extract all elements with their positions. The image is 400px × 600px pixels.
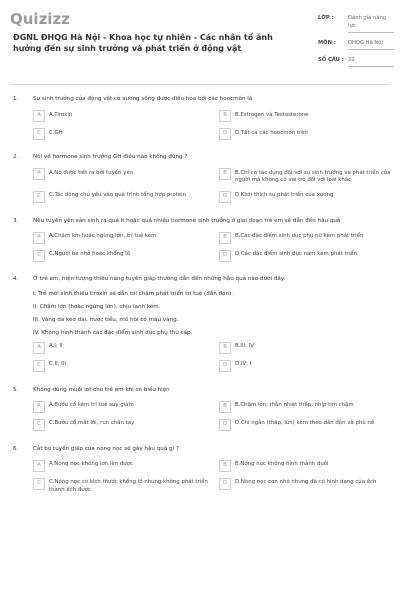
question-stem bbox=[13, 95, 388, 104]
question-text: Ở trẻ em, hiện tượng thiếu năng tuyến giáp thường dẫn đến những hậu quả nào dưới đây: bbox=[33, 275, 286, 282]
question-text: Nói về hormone sinh trưởng GH điều nào không đúng ? bbox=[33, 154, 188, 160]
answer-options bbox=[33, 168, 391, 203]
option-letter-box: B bbox=[219, 460, 231, 472]
option-letter-box: C bbox=[33, 128, 45, 140]
answer-option[interactable] bbox=[33, 460, 215, 472]
option-text: D.Chi ngắn (thấp, lùn) kèm theo đần độn và phù nề bbox=[235, 420, 375, 426]
meta-value: ĐHQG Hà Nội bbox=[348, 39, 394, 50]
answer-option[interactable] bbox=[33, 110, 215, 122]
option-text: C.GH bbox=[49, 129, 63, 136]
answer-option[interactable] bbox=[219, 360, 400, 372]
question-number: 5. bbox=[13, 386, 19, 393]
option-letter-box: B bbox=[219, 168, 231, 180]
option-text: A.I; II bbox=[49, 343, 63, 349]
meta-key: SỐ CÂU : bbox=[318, 57, 344, 63]
meta-key: LỚP : bbox=[318, 15, 334, 21]
answer-option[interactable] bbox=[219, 460, 400, 472]
worksheet-title: ĐGNL ĐHQG Hà Nội - Khoa học tự nhiên - Các nhân tố ảnh hưởng đến sự sinh trưởng và phát triển ở động vật bbox=[13, 33, 273, 53]
question-text: Không dùng muối iot cho trẻ em khi có biểu hiện bbox=[33, 386, 170, 393]
question-item bbox=[13, 386, 388, 431]
option-letter-box: A bbox=[33, 110, 45, 122]
answer-option[interactable] bbox=[219, 401, 400, 413]
option-letter-box: B bbox=[219, 232, 231, 244]
question-number: 2. bbox=[13, 154, 19, 160]
meta-row bbox=[318, 14, 394, 33]
option-letter-box: C bbox=[33, 478, 45, 490]
option-letter-box: C bbox=[33, 191, 45, 203]
question-stem bbox=[13, 153, 388, 162]
option-letter-box: D bbox=[219, 191, 231, 203]
answer-option[interactable] bbox=[219, 342, 400, 354]
option-letter-box: A bbox=[33, 168, 45, 180]
question-statement: III. Vàng da kéo dài, nước tiểu, mồ hôi có màu vàng. bbox=[33, 316, 179, 323]
answer-option[interactable] bbox=[219, 168, 400, 185]
answer-option[interactable] bbox=[219, 250, 400, 262]
answer-option[interactable] bbox=[219, 191, 400, 203]
question-list bbox=[0, 95, 400, 494]
option-text: A.Nó được tiết ra bởi tuyến yên bbox=[49, 169, 134, 176]
question-statement: IV. Không hình thành các đặc điểm sinh dục phụ thứ cấp. bbox=[33, 329, 193, 336]
meta-row bbox=[318, 56, 394, 67]
option-letter-box: C bbox=[33, 360, 45, 372]
question-stem bbox=[13, 386, 388, 395]
option-letter-box: A bbox=[33, 232, 45, 244]
header-divider bbox=[10, 84, 390, 85]
answer-option[interactable] bbox=[33, 401, 215, 413]
question-item bbox=[13, 95, 388, 140]
option-text: A.Nòng nọc không lớn lên được bbox=[49, 461, 133, 467]
option-letter-box: A bbox=[33, 460, 45, 472]
option-text: D.Tất cả các hoocmôn trên bbox=[235, 129, 308, 136]
question-text: Nếu tuyến yên sản sinh ra quá ít hoặc quá nhiều hormone sinh trưởng ở giai đoạn trẻ em sẽ dẫn đến hậu quả bbox=[33, 217, 341, 224]
answer-options bbox=[33, 401, 388, 431]
answer-option[interactable] bbox=[33, 168, 215, 185]
answer-option[interactable] bbox=[219, 110, 400, 122]
option-letter-box: C bbox=[33, 250, 45, 262]
answer-options bbox=[33, 342, 388, 372]
option-letter-box: D bbox=[219, 419, 231, 431]
option-text: B.Nòng nọc không hình thành đuôi bbox=[235, 461, 329, 467]
question-text: Sự sinh trưởng của động vật có xương sống được điều hòa bởi các hoocmôn là bbox=[33, 96, 253, 102]
question-stem bbox=[13, 217, 388, 226]
option-text: D.Nòng nọc con nhỏ nhưng đã có hình dạng của ếch bbox=[235, 479, 377, 485]
option-text: B.Chỉ có tác dụng đối với sự sinh trưởng và phát triển của người mà không có vai trò đối với loài khác bbox=[235, 169, 391, 183]
answer-option[interactable] bbox=[33, 419, 215, 431]
question-number: 4. bbox=[13, 275, 19, 282]
option-text: A.Tiroxin bbox=[49, 111, 73, 118]
question-number: 1. bbox=[13, 96, 19, 102]
question-statements bbox=[33, 291, 388, 336]
option-letter-box: C bbox=[33, 419, 45, 431]
option-letter-box: D bbox=[219, 250, 231, 262]
option-letter-box: A bbox=[33, 401, 45, 413]
question-item bbox=[13, 153, 391, 203]
question-item bbox=[13, 445, 388, 495]
question-item bbox=[13, 275, 388, 372]
option-text: C.II; III bbox=[49, 361, 66, 367]
option-letter-box: D bbox=[219, 128, 231, 140]
answer-option[interactable] bbox=[219, 128, 400, 140]
answer-options bbox=[33, 110, 388, 140]
worksheet-header bbox=[0, 0, 400, 84]
answer-option[interactable] bbox=[219, 232, 400, 244]
option-letter-box: D bbox=[219, 360, 231, 372]
option-text: A.Chậm lớn hoặc ngừng lớn, trí tuệ kém bbox=[49, 233, 157, 239]
option-text: B.Estrogen và Testosterone bbox=[235, 111, 309, 118]
option-text: B.III; IV bbox=[235, 343, 254, 349]
meta-value: 22 bbox=[348, 56, 394, 67]
worksheet-meta bbox=[318, 14, 394, 73]
question-stem bbox=[13, 445, 388, 454]
quizizz-logo: Quizizz bbox=[10, 10, 70, 28]
meta-row bbox=[318, 39, 394, 50]
option-text: D.Các đặc điểm sinh dục nam kém phát triển bbox=[235, 251, 358, 257]
question-number: 3. bbox=[13, 217, 19, 224]
answer-option[interactable] bbox=[33, 128, 215, 140]
answer-options bbox=[33, 460, 388, 495]
question-statement: II. Chậm lớn (hoặc ngừng lớn), chịu lạnh kém. bbox=[33, 303, 161, 310]
answer-option[interactable] bbox=[33, 232, 215, 244]
question-text: Cắt bỏ tuyến giáp của nòng nọc sẽ gây hậu quả gì ? bbox=[33, 445, 179, 452]
option-text: D.IV; I bbox=[235, 361, 252, 367]
option-letter-box: B bbox=[219, 110, 231, 122]
meta-value: Đánh giá năng lực bbox=[348, 14, 394, 33]
answer-option[interactable] bbox=[33, 478, 215, 495]
option-letter-box: A bbox=[33, 342, 45, 354]
option-text: D.Kích thích sự phát triển của xương bbox=[235, 192, 334, 198]
question-statement: I. Trẻ mới sinh thiếu tiroxin sẽ dẫn tới chậm phát triển trí tuệ (đần độn). bbox=[33, 290, 233, 297]
answer-option[interactable] bbox=[219, 478, 400, 495]
question-stem bbox=[13, 275, 388, 284]
option-letter-box: D bbox=[219, 478, 231, 490]
option-letter-box: B bbox=[219, 342, 231, 354]
answer-option[interactable] bbox=[33, 250, 215, 262]
meta-key: MÔN : bbox=[318, 40, 336, 46]
option-text: C.Người bé nhỏ hoặc khổng lồ bbox=[49, 251, 131, 257]
question-number: 6. bbox=[13, 445, 19, 452]
option-text: C.Nòng nọc có kích thước khổng lồ nhưng không phát triển thành ếch được bbox=[49, 479, 208, 493]
option-letter-box: B bbox=[219, 401, 231, 413]
option-text: B.Các đặc điểm sinh dục phụ nữ kém phát triển bbox=[235, 233, 364, 239]
answer-option[interactable] bbox=[219, 419, 400, 431]
answer-option[interactable] bbox=[33, 191, 215, 203]
question-item bbox=[13, 217, 388, 262]
option-text: B.Chậm lớn, thân nhiệt thấp, nhịp tim chậm bbox=[235, 402, 354, 408]
option-text: A.Bướu cổ kém trí tuệ suy giảm bbox=[49, 402, 134, 408]
answer-option[interactable] bbox=[33, 342, 215, 354]
option-text: C.Tác động chủ yếu vào quá trình tổng hợp protein bbox=[49, 192, 186, 198]
option-text: C.Bướu cổ,mất lôi, run chân tay bbox=[49, 420, 135, 426]
answer-options bbox=[33, 232, 388, 262]
answer-option[interactable] bbox=[33, 360, 215, 372]
